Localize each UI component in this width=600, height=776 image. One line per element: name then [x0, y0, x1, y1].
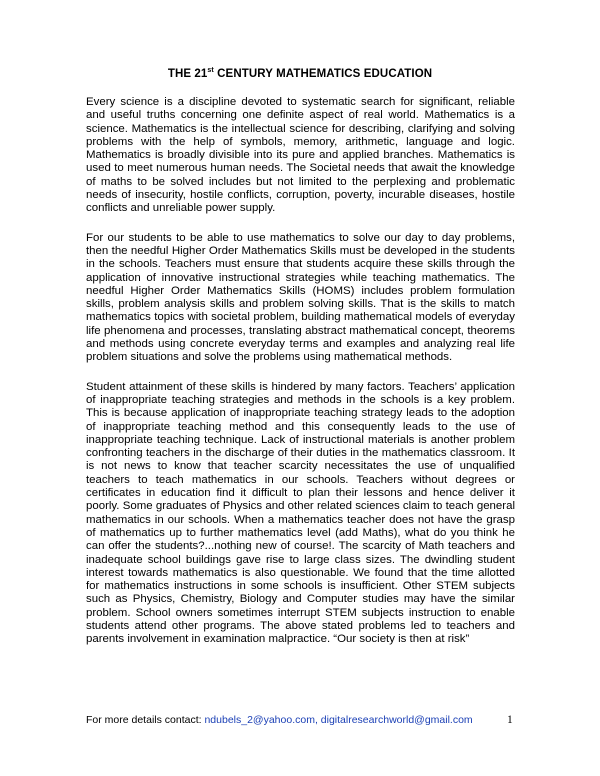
paragraph-3: Student attainment of these skills is hindered by many factors. Teachers’ application of inappropriate teaching strategies and methods in the schools is a key problem. This is because application of inappropriate teaching strategy leads to the adoption of inappropriate teaching method and this consequently leads to the use of inappropriate teaching technique. Lack of instructional materials is another problem confronting teachers in the discharge of their duties in the mathematics classroom. It is not news to know that teacher scarcity necessitates the use of unqualified teachers to teach mathematics in our schools. Teachers without degrees or certificates in education find it difficult to plan their lessons and hence deliver it poorly. Some graduates of Physics and other related sciences claim to teach general mathematics in our schools. When a mathematics teacher does not have the grasp of mathematics up to further mathematics level (add Maths), what do you think he can offer the students?...nothing new of course!. The scarcity of Math teachers and inadequate school buildings gave rise to large class sizes. The dwindling student interest towards mathematics is also questionable. We found that the time allotted for mathematics instructions in some schools is insufficient. Other STEM subjects such as Physics, Chemistry, Biology and Computer studies may have the similar problem. School owners sometimes interrupt STEM subjects instruction to enable students attend other programs. The above stated problems led to teachers and parents involvement in examination malpractice. “Our society is then at risk” — [86, 380, 515, 646]
title-ordinal-superscript: st — [207, 67, 214, 74]
paragraph-1: Every science is a discipline devoted to systematic search for significant, reliable and useful truths concerning one definite aspect of real world. Mathematics is a science. Mathematics is the intellectual science for describing, clarifying and solving problems with the help of symbols, memory, arithmetic, language and logic. Mathematics is broadly divisible into its pure and applied branches. Mathematics is used to meet numerous human needs. The Societal needs that await the knowledge of maths to be solved includes but not limited to the perplexing and problematic needs of insecurity, hostile conflicts, corruption, poverty, incurable diseases, hostile conflicts and unreliable power supply. — [86, 96, 515, 215]
page-number: 1 — [507, 714, 513, 726]
document-title — [0, 68, 600, 80]
paragraph-2: For our students to be able to use mathematics to solve our day to day problems, then the needful Higher Order Mathematics Skills must be developed in the students in the schools. Teachers must ensure that students acquire these skills through the application of innovative instructional strategies while teaching mathematics. The needful Higher Order Mathematics Skills (HOMS) includes problem formulation skills, problem analysis skills and problem solving skills. That is the skills to match mathematics topics with societal problem, building mathematical models of everyday life phenomena and processes, translating abstract mathematical concept, theorems and methods using concrete everyday terms and examples and analyzing real life problem situations and solve the problems using mathematical methods. — [86, 231, 515, 364]
footer-contact-label: For more details contact: — [86, 714, 205, 726]
title-suffix: CENTURY MATHEMATICS EDUCATION — [213, 68, 433, 80]
footer-contact-emails[interactable]: ndubels_2@yahoo.com, digitalresearchworld@gmail.com — [204, 714, 473, 726]
title-prefix: THE 21 — [167, 68, 208, 80]
document-body — [86, 96, 515, 663]
page-footer — [86, 714, 516, 726]
